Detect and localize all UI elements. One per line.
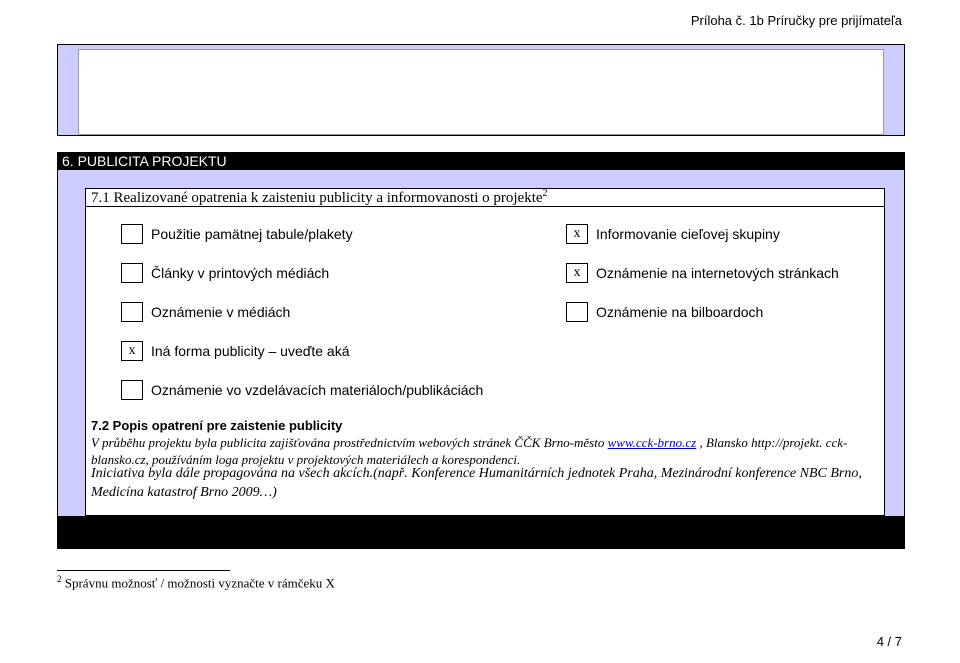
option-educational-materials: [121, 380, 483, 400]
option-label: Oznámenie na internetových stránkach: [596, 265, 839, 281]
option-label: Články v printových médiách: [151, 265, 330, 281]
option-website-announcement: [566, 263, 839, 283]
subsection-title: [91, 188, 548, 207]
section-bottom-bar: [57, 516, 905, 549]
option-target-group-info: [566, 224, 780, 244]
section-title: 6. PUBLICITA PROJEKTU: [57, 152, 905, 170]
description-prefix: V průběhu projektu byla publicita zajišťována prostřednictvím webových stránek ČČK Brno-město: [91, 435, 608, 450]
option-label: Použitie pamätnej tabule/plakety: [151, 226, 353, 242]
option-print-articles: [121, 263, 329, 283]
option-label: Informovanie cieľovej skupiny: [596, 226, 780, 242]
description-text-2: Iniciativa byla dále propagována na všech akcích.(např. Konference Humanitárních jednotek Praha, Mezinárodní konference NBC Brno, Medicína katastrof Brno 2009…): [91, 466, 862, 500]
page-number: 4 / 7: [876, 634, 902, 649]
option-billboards: [566, 302, 763, 322]
footnote-text: Správnu možnosť / možnosti vyznačte v rámčeku X: [64, 575, 335, 591]
description-suffix: , Blansko http://projekt. cck-blansko.cz, používáním loga projektu v projektových materiálech a korespondenci.: [91, 435, 848, 467]
option-media-announcement: [121, 302, 290, 322]
option-label: Oznámenie vo vzdelávacích materiáloch/publikáciách: [151, 382, 484, 398]
checkbox[interactable]: x: [121, 341, 143, 361]
checkbox[interactable]: [121, 302, 143, 322]
checkbox[interactable]: [566, 302, 588, 322]
checkbox[interactable]: [121, 224, 143, 244]
option-commemorative-plaque: [121, 224, 353, 244]
title-rule: [85, 206, 885, 207]
page-header: Príloha č. 1b Príručky pre prijímateľa: [690, 13, 902, 28]
option-label: Oznámenie v médiách: [151, 304, 291, 320]
checkbox[interactable]: [121, 380, 143, 400]
footnote: [57, 574, 335, 591]
website-link[interactable]: www.cck-brno.cz: [607, 435, 697, 450]
description-text-1: [91, 434, 881, 468]
option-label: Oznámenie na bilboardoch: [596, 304, 764, 320]
option-label: Iná forma publicity – uveďte aká: [151, 343, 350, 359]
checkbox[interactable]: [121, 263, 143, 283]
footnote-ref: 2: [542, 188, 548, 199]
footnote-number: 2: [57, 574, 62, 584]
checkbox[interactable]: x: [566, 224, 588, 244]
description-title: 7.2 Popis opatrení pre zaistenie publicity: [91, 418, 343, 433]
option-other-form: [121, 341, 350, 361]
footnote-rule: [57, 570, 230, 571]
top-form-field[interactable]: [78, 49, 884, 135]
subsection-title-text: 7.1 Realizované opatrenia k zaisteniu publicity a informovanosti o projekte: [91, 190, 543, 206]
checkbox[interactable]: x: [566, 263, 588, 283]
